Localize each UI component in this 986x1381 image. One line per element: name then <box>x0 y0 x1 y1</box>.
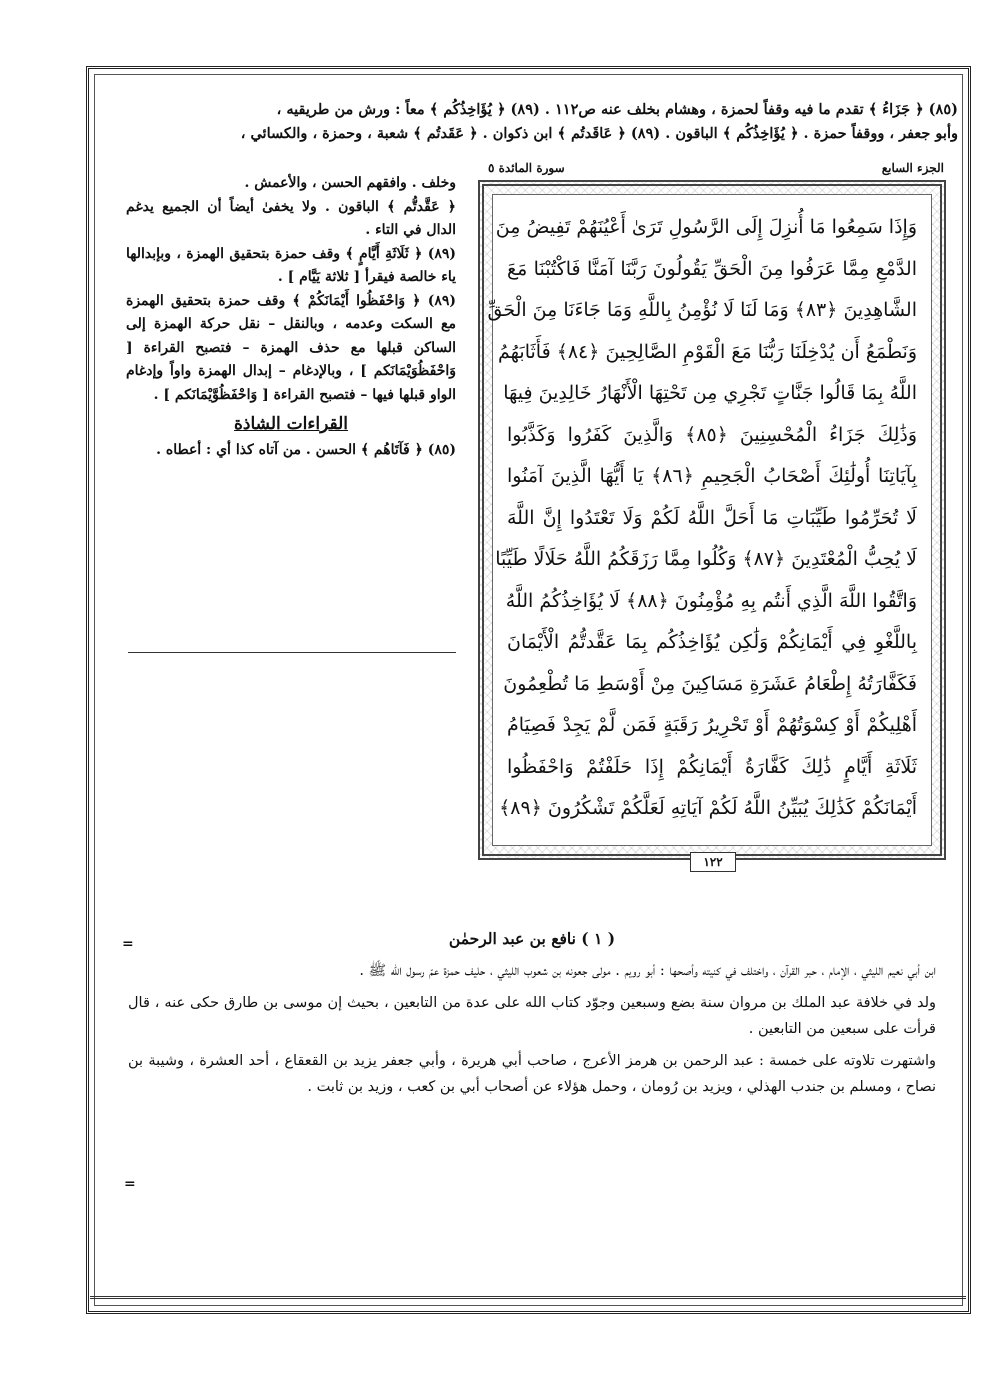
quran-line: الشَّاهِدِينَ ﴿٨٣﴾ وَمَا لَنَا لَا نُؤْمِنُ بِاللَّهِ وَمَا جَاءَنَا مِنَ الْحَقِّ <box>487 299 917 321</box>
quran-text-area <box>487 194 932 846</box>
quran-line: بِآيَاتِنَا أُولَٰئِكَ أَصْحَابُ الْجَحِيمِ ﴿٨٦﴾ يَا أَيُّهَا الَّذِينَ آمَنُوا <box>507 465 917 487</box>
quran-frame <box>478 180 946 860</box>
quran-line: أَيْمَانَكُمْ كَذَٰلِكَ يُبَيِّنُ اللَّهُ لَكُمْ آيَاتِهِ لَعَلَّكُمْ تَشْكُرُونَ ﴿٨٩﴾ <box>499 797 917 819</box>
top-note-line: (٨٥) ﴿ جَزَاءُ ﴾ تقدم ما فيه وقفاً لحمزة ، وهشام بخلف عنه ص١١٢ . (٨٩) ﴿ يُؤَاخِذُكُم ﴾ معاً : ورش من طريقيه ، <box>276 101 958 118</box>
section-divider <box>128 652 456 653</box>
quran-line: الدَّمْعِ مِمَّا عَرَفُوا مِنَ الْحَقِّ يَقُولُونَ رَبَّنَا آمَنَّا فَاكْتُبْنَا مَعَ <box>507 257 917 280</box>
note-paragraph: (٨٥) ﴿ فَآتَاهُم ﴾ الحسن . من آتاه كذا أي : أعطاه . <box>156 441 456 458</box>
footnote-paragraph: ولد في خلافة عبد الملك بن مروان سنة بضع وسبعين وجوّد كتاب الله على عدة من التابعين ، بحيث إن موسى بن طارق حكى عنه ، قال قرأت على سبعين من التابعين . <box>128 995 936 1037</box>
quran-line: وَنَطْمَعُ أَن يُدْخِلَنَا رَبُّنَا مَعَ الْقَوْمِ الصَّالِحِينَ ﴿٨٤﴾ فَأَثَابَهُمُ <box>498 340 917 363</box>
quran-line: وَاتَّقُوا اللَّهَ الَّذِي أَنتُم بِهِ مُؤْمِنُونَ ﴿٨٨﴾ لَا يُؤَاخِذُكُمُ اللَّهُ <box>505 589 917 612</box>
footnote-title: ( ١ ) نافع بن عبد الرحمٰن <box>448 929 616 948</box>
quran-line: بِاللَّغْوِ فِي أَيْمَانِكُمْ وَلَٰكِن يُؤَاخِذُكُم بِمَا عَقَّدتُّمُ الْأَيْمَانَ <box>507 631 917 653</box>
quran-line: لَا تُحَرِّمُوا طَيِّبَاتِ مَا أَحَلَّ اللَّهُ لَكُمْ وَلَا تَعْتَدُوا إِنَّ اللَّهَ <box>507 506 917 529</box>
quran-line: ثَلَاثَةِ أَيَّامٍ ذَٰلِكَ كَفَّارَةُ أَيْمَانِكُمْ إِذَا حَلَفْتُمْ وَاحْفَظُوا <box>507 755 917 778</box>
quran-line: أَهْلِيكُمْ أَوْ كِسْوَتُهُمْ أَوْ تَحْرِيرُ رَقَبَةٍ فَمَن لَّمْ يَجِدْ فَصِيَامُ <box>507 714 917 736</box>
page-number: ١٢٢ <box>690 852 736 872</box>
top-note-line: وأبو جعفر ، ووقفاً حمزة . ﴿ يُؤَاخِذُكُم ﴾ الباقون . (٨٩) ﴿ عَاقَدتُم ﴾ ابن ذكوان . ﴿ عَقَدتُم ﴾ شعبة ، وحمزة ، والكسائي ، <box>240 125 958 142</box>
quran-line: لَا يُحِبُّ الْمُعْتَدِينَ ﴿٨٧﴾ وَكُلُوا مِمَّا رَزَقَكُمُ اللَّهُ حَلَالًا طَيِّبًا <box>495 548 917 570</box>
footnote-paragraph: ابن أبي نعيم الليثي ، الإمام ، حبر القرآن ، واختلف في كنيته وأصحها : أبو رويم . مولى جعونه بن شعوب الليثي ، حليف حمزة عمّ رسول الله ﷺ . <box>359 963 936 979</box>
footnote <box>128 926 936 1106</box>
quran-line: اللَّهُ بِمَا قَالُوا جَنَّاتٍ تَجْرِي مِن تَحْتِهَا الْأَنْهَارُ خَالِدِينَ فِيهَا <box>503 382 917 404</box>
quran-line: وَإِذَا سَمِعُوا مَا أُنزِلَ إِلَى الرَّسُولِ تَرَىٰ أَعْيُنَهُمْ تَفِيضُ مِنَ <box>495 216 917 238</box>
quran-header <box>478 163 946 179</box>
note-paragraph: (٨٩) ﴿ وَاحْفَظُوا أَيْمَانَكُمْ ﴾ وقف حمزة بتحقيق الهمزة مع السكت وعدمه ، وبالنقل – نقل حركة الهمزة إلى الساكن قبلها مع حذف الهمزة – فتصبح القراءة [ وَاحْفَظُوَيْمَانَكم ] ، وبالإدغام – إبدال الهمزة واواً وإدغام الواو قبلها فيها – فتصبح القراءة [ وَاحْفَظُوَّيْمَانَكم ] . <box>126 292 456 403</box>
note-paragraph: وخلف . وافقهم الحسن ، والأعمش . <box>244 175 456 191</box>
footnote-paragraph: واشتهرت تلاوته على خمسة : عبد الرحمن بن هرمز الأعرج ، صاحب أبي هريرة ، وأبي جعفر يزيد بن القعقاع ، أحد العشرة ، وشيبة بن نصاح ، ومسلم بن جندب الهذلي ، ويزيد بن رُومان ، وحمل هؤلاء عن أصحاب أبي بن كعب ، وزيد بن ثابت . <box>128 1053 936 1095</box>
bottom-border <box>90 1296 966 1309</box>
juz-label: الجزء السابع <box>881 161 944 175</box>
quran-line: وَذَٰلِكَ جَزَاءُ الْمُحْسِنِينَ ﴿٨٥﴾ وَالَّذِينَ كَفَرُوا وَكَذَّبُوا <box>507 423 918 446</box>
note-paragraph: ﴿ عَقَّدتُّم ﴾ الباقون . ولا يخفىٰ أيضاً أن الجميع يدغم الدال في التاء . <box>126 198 456 238</box>
quran-line: فَكَفَّارَتُهُ إِطْعَامُ عَشَرَةِ مَسَاكِينَ مِنْ أَوْسَطِ مَا تُطْعِمُونَ <box>503 672 917 695</box>
footnote-marker-end: = <box>124 1176 136 1192</box>
section-title: القراءات الشاذة <box>234 414 348 434</box>
qiraat-notes <box>126 172 456 462</box>
surah-label: سورة المائدة ٥ <box>488 161 565 175</box>
note-paragraph: (٨٩) ﴿ ثَلَاثَةِ أَيَّامٍ ﴾ وقف حمزة بتحقيق الهمزة ، وبإبدالها ياء خالصة فيقرأ [ ثلاثة يَيَّام ] . <box>126 245 456 285</box>
top-notes <box>100 98 958 146</box>
footnote-marker-start: = <box>122 936 134 952</box>
